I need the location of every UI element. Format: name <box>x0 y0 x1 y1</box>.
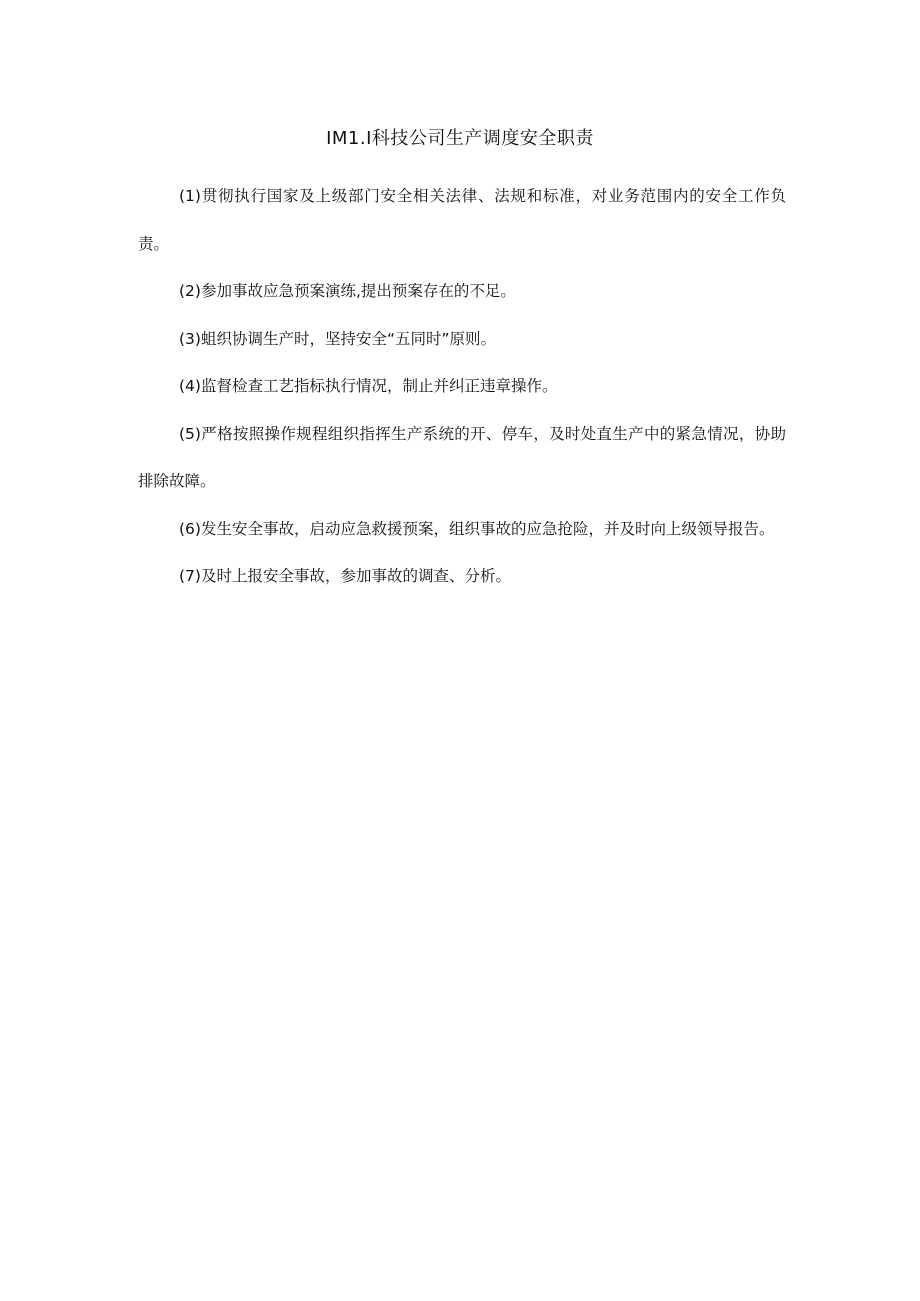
paragraph-4: (4)监督检查工艺指标执行情况，制止并纠正违章操作。 <box>179 377 558 395</box>
paragraph-2: (2)参加事故应急预案演练,提出预案存在的不足。 <box>179 282 516 300</box>
paragraph-5: (5)严格按照操作规程组织指挥生产系统的开、停车，及时处直生产中的紧急情况，协助排除故障。 <box>138 424 786 490</box>
document-body <box>138 173 786 601</box>
document-title: IM1.I科技公司生产调度安全职责 <box>326 128 594 149</box>
paragraph-7: (7)及时上报安全事故，参加事故的调查、分析。 <box>179 567 511 585</box>
paragraph-6: (6)发生安全事故，启动应急救援预案，组织事故的应急抢险，并及时向上级领导报告。 <box>179 519 775 538</box>
paragraph-3: (3)蛆织协调生产时，坚持安全“五同时”原则。 <box>179 329 497 348</box>
paragraph-1: (1)贯彻执行国家及上级部门安全相关法律、法规和标准，对业务范围内的安全工作负责。 <box>138 187 786 253</box>
